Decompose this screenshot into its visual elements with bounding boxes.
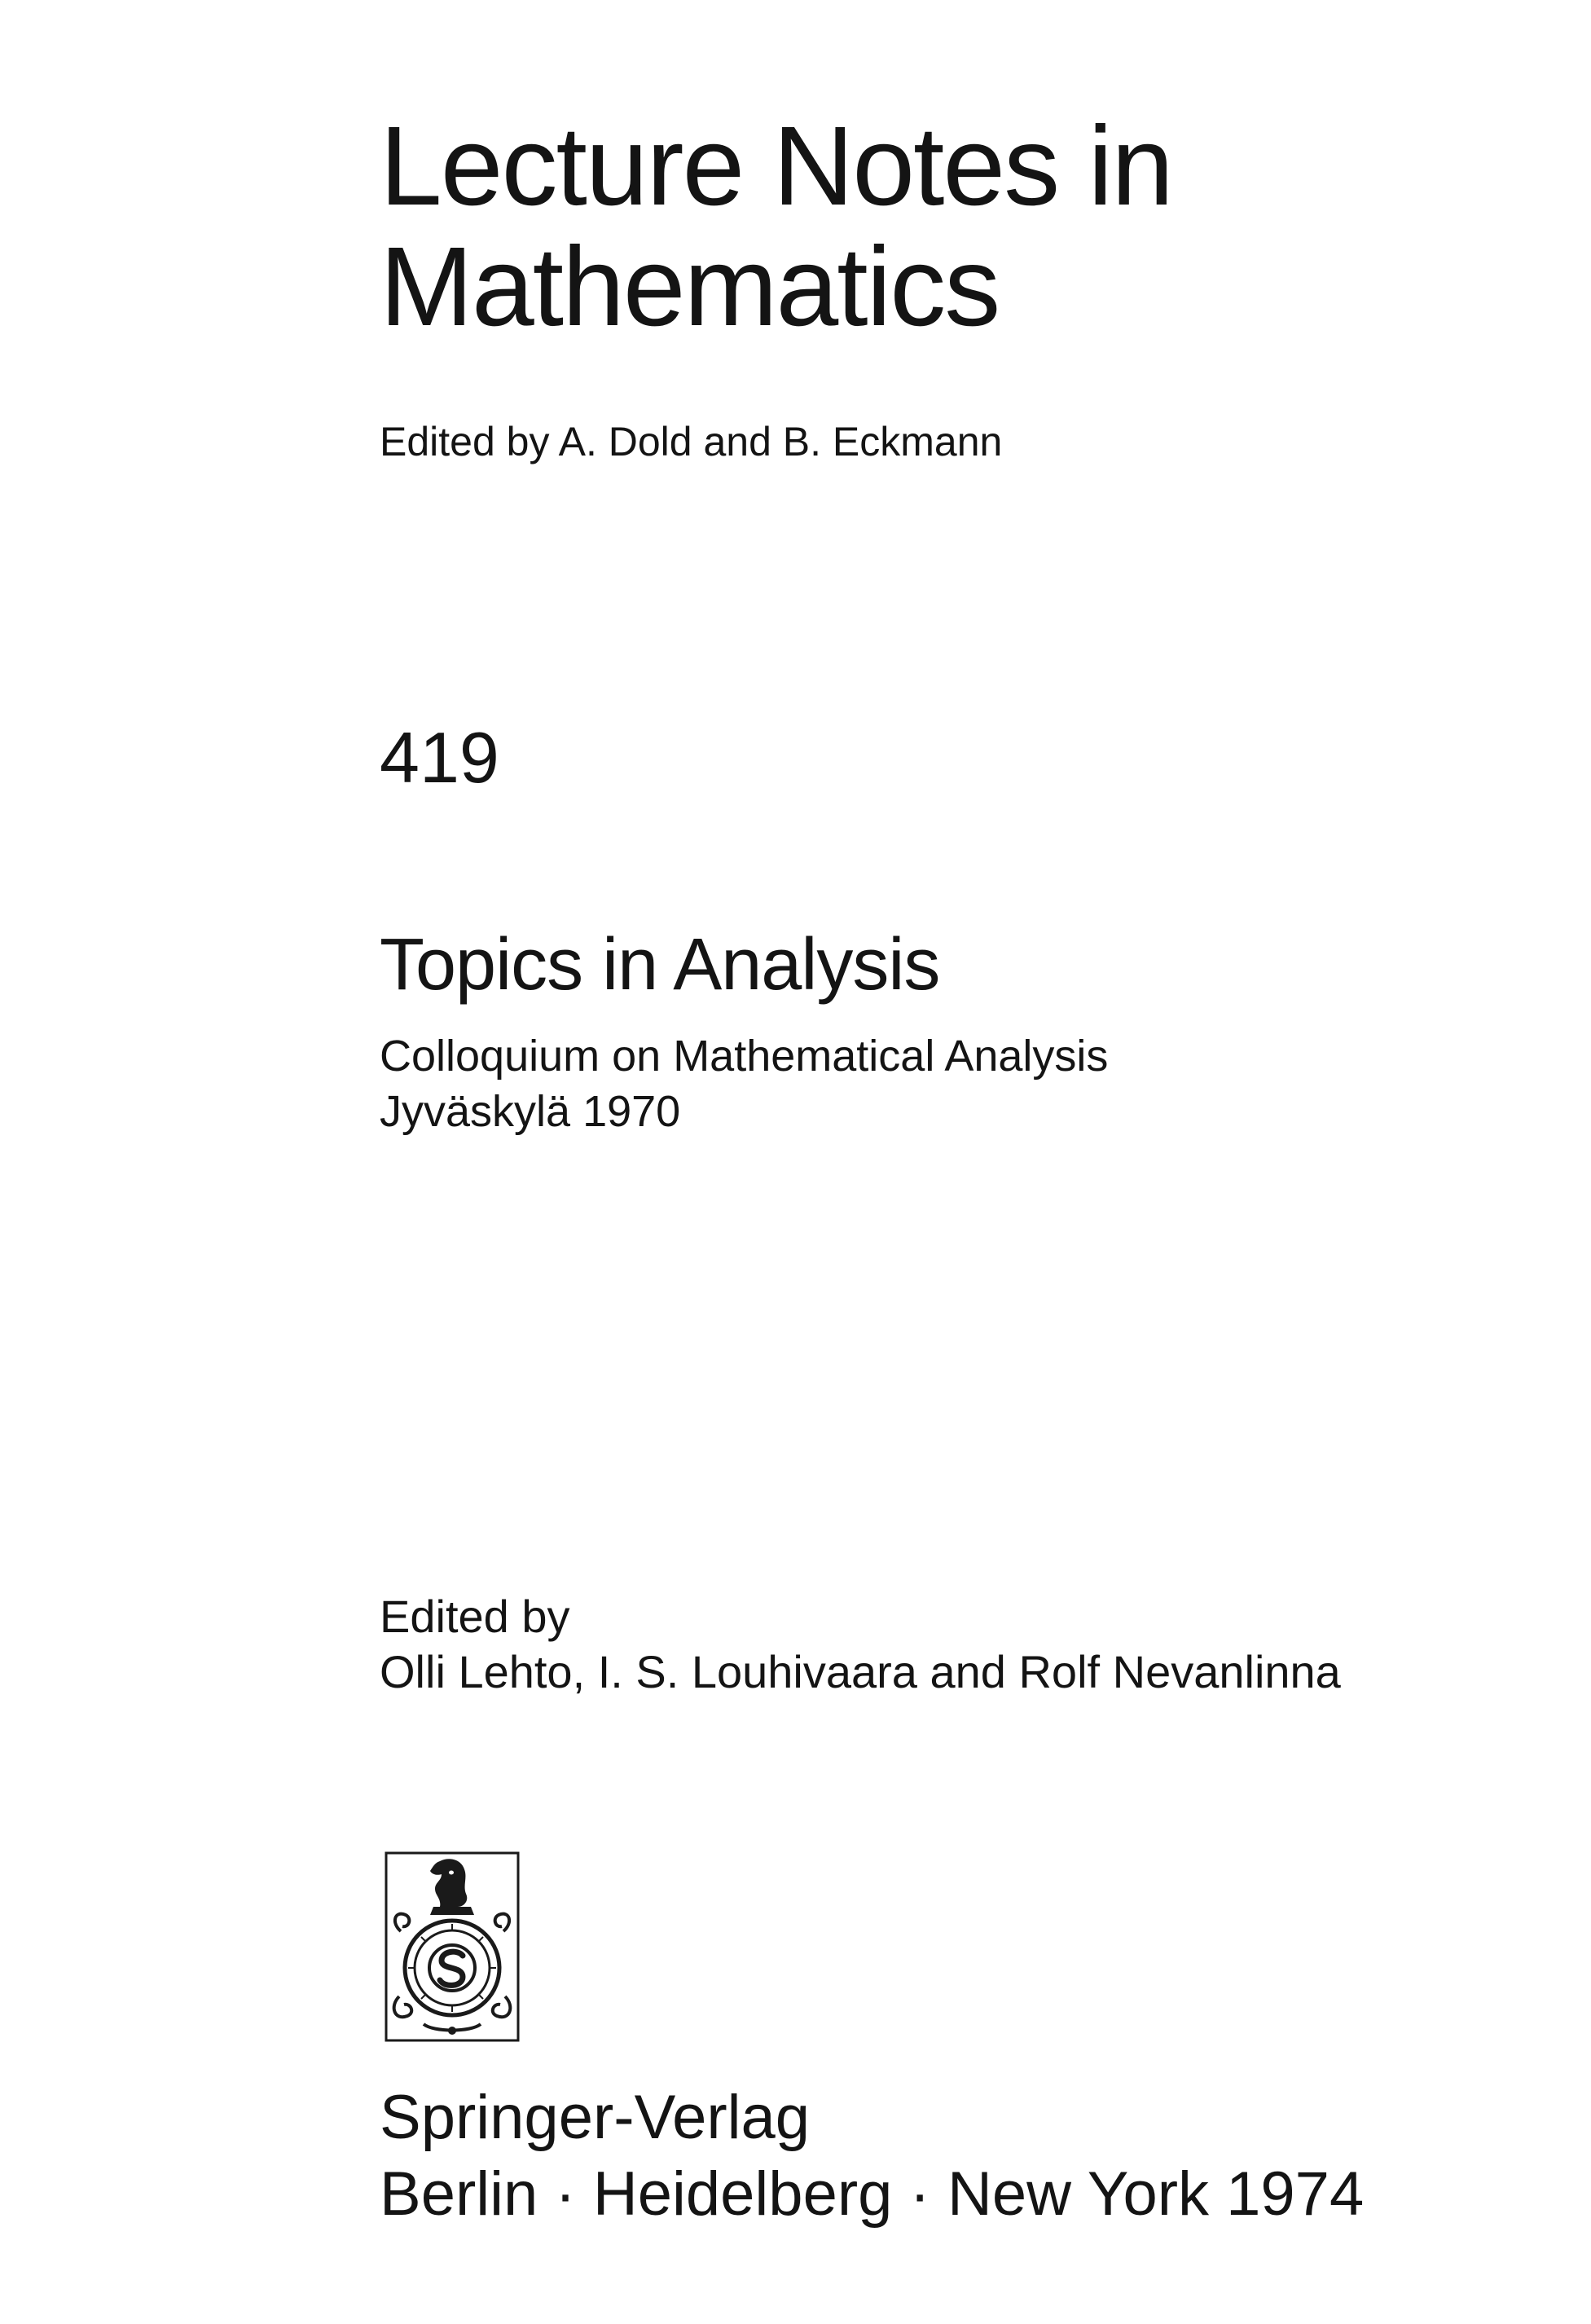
book-subtitle-line-2: Jyväskylä 1970 <box>380 1087 681 1136</box>
volume-number: 419 <box>380 717 499 798</box>
series-title <box>380 103 1172 350</box>
publisher-locations: Berlin · Heidelberg · New York 1974 <box>380 2159 1365 2229</box>
springer-knight-seal-icon <box>383 1850 521 2044</box>
book-subtitle-line-1: Colloquium on Mathematical Analysis <box>380 1032 1109 1081</box>
publisher-name: Springer-Verlag <box>380 2083 811 2152</box>
series-title-line-1: Lecture Notes in <box>380 103 1172 229</box>
publisher-imprint <box>380 2080 1364 2233</box>
book-editors-label: Edited by <box>380 1591 570 1642</box>
book-title: Topics in Analysis <box>380 924 940 1006</box>
series-editors: Edited by A. Dold and B. Eckmann <box>380 419 1003 464</box>
series-title-line-2: Mathematics <box>380 224 1000 350</box>
book-editors <box>380 1589 1341 1700</box>
book-editors-names: Olli Lehto, I. S. Louhivaara and Rolf Nevanlinna <box>380 1646 1341 1697</box>
book-subtitle <box>380 1028 1108 1139</box>
